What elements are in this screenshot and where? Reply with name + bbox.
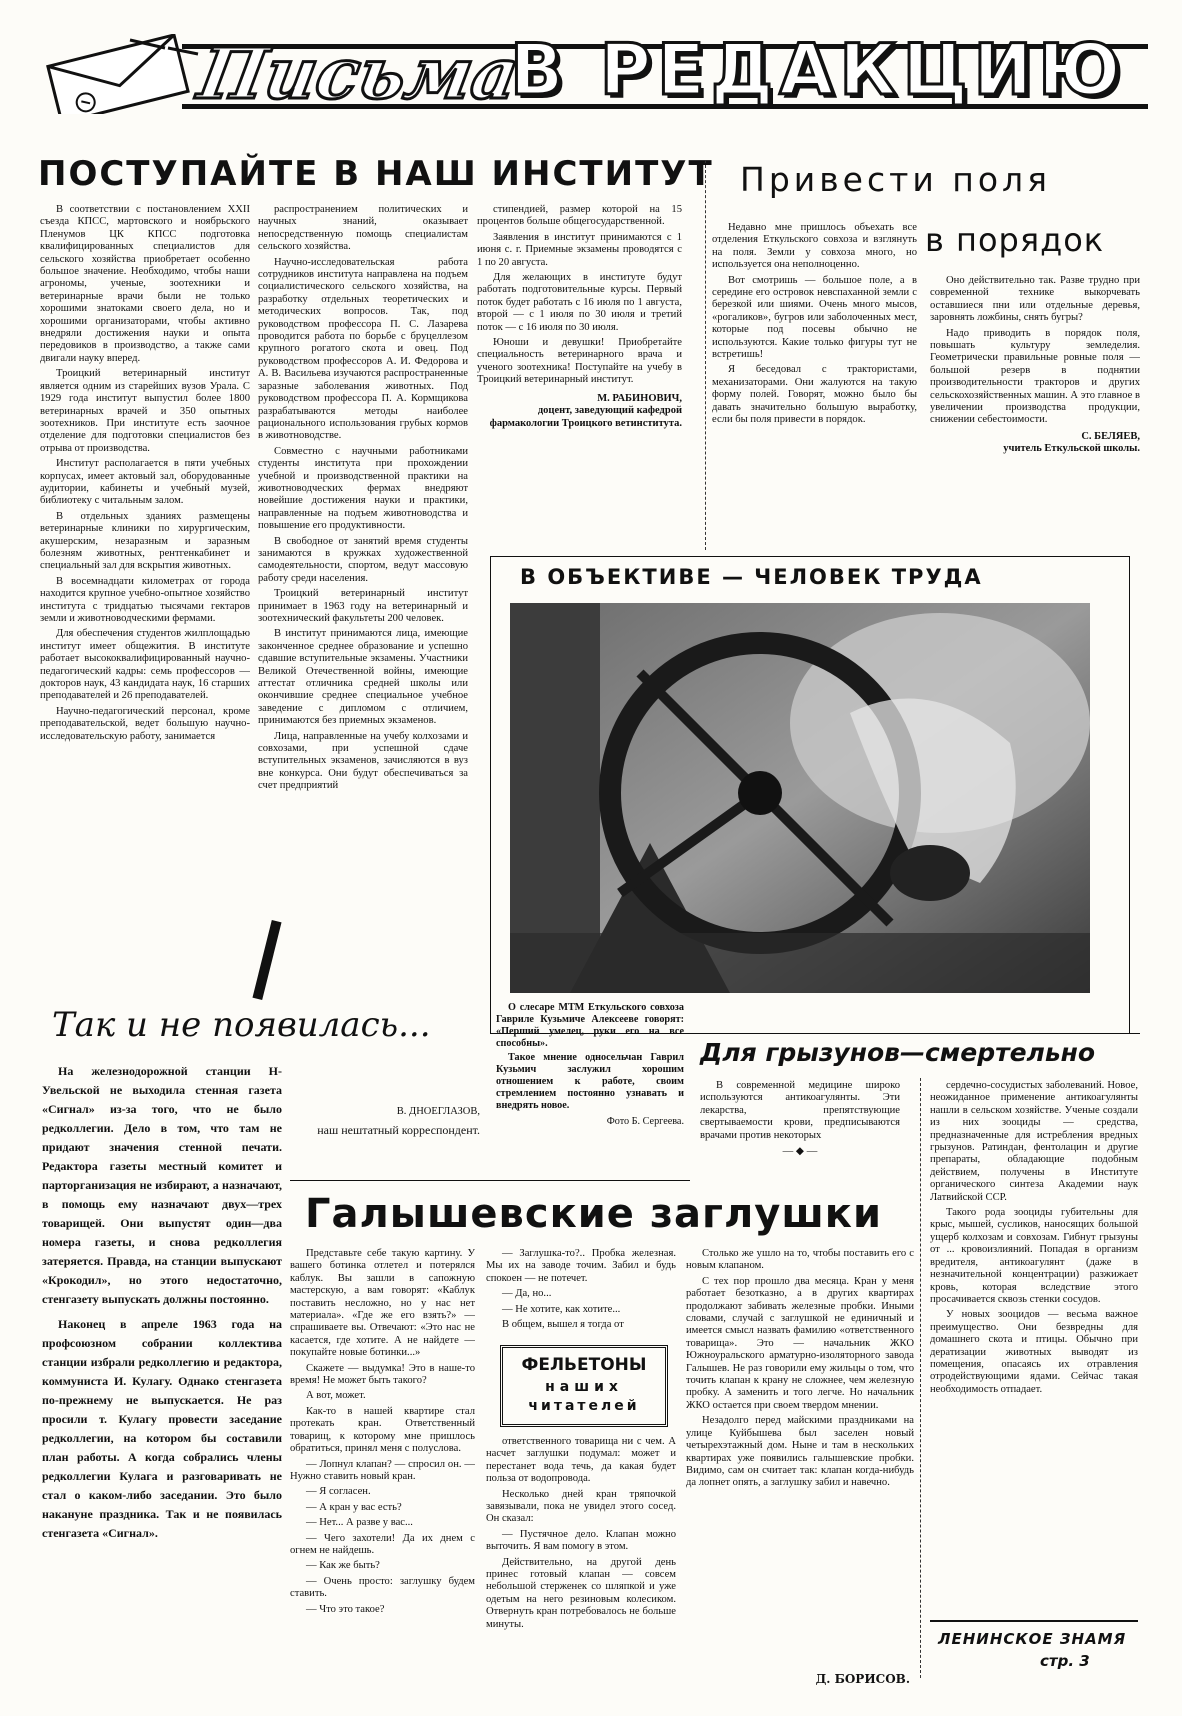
ornament: — ◆ — (782, 1146, 818, 1158)
paragraph: Действительно, на другой день принес готовый клапан — совсем небольшой стерженек со шляпкой и уже одетым на него резиновым колесиком. Отвернуть кран потребовалось не больше минуты. (486, 1556, 676, 1630)
paragraph: Вот смотришь — большое поле, а в середине его островок невспаханной земли с березкой или шиями. Очень много мысов, «рогаликов», бугров или заболоченных мест, которые под посевы обычно не используются. Какие только фигуры тут не встретишь! (712, 274, 917, 361)
plugs-column-3 (686, 1248, 914, 1668)
rodents-headline: Для грызунов—смертельно (700, 1038, 1096, 1067)
paragraph: — Лопнул клапан? — спросил он. — Нужно ставить новый кран. (290, 1458, 475, 1482)
paragraph: В соответствии с постановлением XXII съезда КПСС, мартовского и ноябрьского Пленумов ЦК КПСС подготовка квалифицированных специалистов для сельского хозяйства приобретает особенно большое значение. Необходимо, чтобы наши агрономы, ученые, зоотехники и ветеринарные врачи были не только хорошими знатоками своего дела, но и хорошими организаторами, чтобы активно внедряли достижения науки и опыта передовиков в производство, а также сами двигали науку вперед. (40, 204, 250, 364)
paragraph: Совместно с научными работниками студенты института при прохождении учебной и производственной практики на животноводческих фермах внедряют новейшие достижения науки и практики, направленные на подъем животноводства и повышение его продуктивности. (258, 445, 468, 532)
paragraph: — Чего захотели! Да их днем с огнем не найдешь. (290, 1532, 475, 1556)
paragraph: А вот, может. (306, 1390, 366, 1402)
paragraph: распространением политических и научных знаний, оказывает непосредственную помощь специалистам сельского хозяйства. (258, 204, 468, 253)
paragraph: — Я согласен. (306, 1486, 371, 1498)
paragraph: — Что это такое? (306, 1603, 385, 1615)
paragraph: — А кран у вас есть? (306, 1501, 402, 1513)
masthead (40, 18, 1150, 118)
paragraph: В современной медицине широко используются антикоагулянты. Эти лекарства, препятствующие свертываемости крови, предписываются врачами против некоторых (700, 1080, 900, 1141)
plugs-column-2a (486, 1248, 676, 1330)
paragraph: Несколько дней кран тряпочкой завязывали, пока не увидел этого сосед. Он сказал: (486, 1488, 676, 1525)
photo-caption-1: О слесаре МТМ Еткульского совхоза Гавриле Кузьмиче Алексееве говорят: «Перший умелец, руки его на все способны». (496, 1002, 684, 1049)
paragraph: — Нет... А разве у вас... (306, 1517, 413, 1529)
paragraph: Столько же ушло на то, чтобы поставить его с новым клапаном. (686, 1248, 914, 1272)
paragraph: Заявления в институт принимаются с 1 июня с. г. Приемные экзамены проводятся с 1 по 20 августа. (477, 231, 682, 268)
paragraph: На железнодорожной станции Н-Увельской не выходила стенная газета «Сигнал» из-за того, что не было редколлегии. Дело в том, что там не придают значения стенной печати. Редактора газеты местный комитет и парторганизация не избирают, а назначают, в помощь ему назначают двух—трех товарищей. Они выпустят один—два номера газеты, и снова редколлегия затеряется. Правда, на станции выпускают «Крокодил», но этого недостаточно, стенгазету выпускать должны постоянно. (42, 1064, 282, 1306)
paragraph: стипендией, размер которой на 15 процентов больше общегосударственной. (477, 204, 682, 228)
paragraph: Незадолго перед майскими праздниками на улице Куйбышева был заселен новый четырехэтажный дом. Ныне и там в нескольких квартирах уже появились галышевские пробки. Видимо, сам он считает так: клапан когда-нибудь да лопнет опять, а заглушку забил и навечно. (686, 1415, 914, 1489)
footer-page-number: стр. 3 (1040, 1652, 1090, 1670)
institute-column-1 (40, 204, 250, 974)
paragraph: В восемнадцати километрах от города находится крупное учебно-опытное хозяйство института с тридцатью тысячами гектаров земли и животноводческими фермами. (40, 575, 250, 624)
paragraph: С тех пор прошло два месяца. Кран у меня работает безотказно, а в других квартирах продолжают забивать железные пробки. Иными словами, случай с заглушкой не единичный и имеется смысл назвать фамилию «ответственного товарища». Это — начальник ЖКО Южноуральского арматурно-изоляторного завода Галышев. Не раз говорили ему жильцы о том, что точить клапан к крану не сложнее, чем железную пробку. А заменить и того легче. Но начальник ЖКО остается при своем твердом мнении. (686, 1275, 914, 1411)
plugs-signature: Д. БОРИСОВ. (815, 1672, 910, 1686)
paragraph: — Очень просто: заглушку будем ставить. (290, 1575, 475, 1600)
paragraph: Наконец в апреле 1963 года на профсоюзном собрании коллектива станции избрали редколлегию и редактора, коммуниста И. Кулагу. Однако стенгазета по-прежнему не выпускается. Не раз просили т. Кулагу провести заседание редколлегии, на котором бы составили план работы. А когда собрались члены редколлегии Кулага и разговаривать не стал о каком-либо заседании. Это было накануне праздника. Так и не появилась стенгазета «Сигнал». (42, 1317, 282, 1540)
paragraph: Скажете — выдумка! Это в наше-то время! Не может быть такого? (290, 1362, 475, 1387)
fields-signature-name: С. БЕЛЯЕВ, (1081, 430, 1140, 442)
paragraph: сердечно-сосудистых заболеваний. Новое, неожиданное применение антикоагулянты нашли в сельском хозяйстве. Ученые создали из них зооциды — средства, предназначенные для истребления вредных грызунов. Ратиндан, фентолацин и другие препараты, обладающие подобным действием, получены в Институте органического синтеза Академии наук Латвийской ССР. (930, 1080, 1138, 1203)
rodents-rule (695, 1033, 1140, 1034)
paragraph: Как-то в нашей квартире стал протекать кран. Ответственный товарищ, к которому мне пришлось обратиться, принял меня с полуслова. (290, 1405, 475, 1455)
paragraph: В общем, вышел я тогда от (502, 1319, 624, 1330)
paragraph: — Заглушка-то?.. Пробка железная. Мы их на заводе точим. Забил и будь спокоен — не потечет. (486, 1248, 676, 1284)
institute-signature-name: М. РАБИНОВИЧ, (597, 392, 682, 404)
fields-column-2 (930, 275, 1140, 545)
feuilleton-box-line3: читателей (528, 1398, 640, 1414)
fields-headline-1: Привести поля (740, 160, 1051, 199)
feuilleton-box-line1: ФЕЛЬЕТОНЫ (521, 1355, 647, 1375)
paragraph: У новых зооцидов — весьма важное преимущество. Они безвредны для домашнего скота и птицы. Обычно при дератизации животных выводят из помещения, опасаясь их отравления отродействующими ядами. Сейчас такая необходимость отпадает. (930, 1309, 1138, 1395)
paragraph: В отдельных зданиях размещены ветеринарные клиники по хирургическим, акушерским, незаразным и заразным болезням животных, рентгенкабинет и специальный зал для вскрытия животных. (40, 510, 250, 572)
paragraph: — Пустячное дело. Клапан можно выточить. Я вам помогу в этом. (486, 1528, 676, 1553)
paragraph: Для обеспечения студентов жилплощадью институт имеет общежития. В институте работает высококвалифицированный научно-педагогический кадры: семь профессоров — докторов наук, 43 кандидата наук, 16 старших преподавателей и 26 преподавателей. (40, 628, 250, 702)
paragraph: Такого рода зооциды губительны для крыс, мышей, сусликов, наносящих большой ущерб колхозам и совхозам. Гибнут грызуны от ... кровоизлияний. Попадая в организм вредителя, антикоагулянт (даже в незначительной концентрации) разжижает кровь, которая вследствие этого просачивается сквозь стенки сосудов. (930, 1207, 1138, 1305)
paragraph: Лица, направленные на учебу колхозами и совхозами, при успешной сдаче вступительных экзаменов, зачисляются в вуз вне конкурса. Они будут обеспечиваться за счет предприятий (258, 730, 468, 792)
paragraph: Научно-исследовательская работа сотрудников института направлена на подъем социалистического сельского хозяйства, на разработку отдельных теоретических и методических вопросов. Так, под руководством профессора П. С. Лазарева проводится работа по борьбе с бруцеллезом крупного рогатого скота и овец. Под руководством профессоров А. И. Федорова и А. В. Васильева изучаются распространенные заразные заболевания животных. Под руководством профессора П. А. Кормщикова разрабатываются методы наиболее рационального использования грубых кормов в животноводстве. (258, 256, 468, 442)
paragraph: В институт принимаются лица, имеющие законченное среднее образование и успешно сдавшие вступительные экзамены. Участники Великой Отечественной войны, имеющие аттестат отличника средней школы или окончившие среднее специальное учебное заведение с дипломом с отличием, принимаются без приемных экзаменов. (258, 628, 468, 727)
paragraph: — Не хотите, как хотите... (502, 1303, 621, 1315)
institute-headline: ПОСТУПАЙТЕ В НАШ ИНСТИТУТ (38, 154, 714, 194)
photo-caption (496, 1002, 684, 1152)
institute-column-3 (477, 204, 682, 544)
column-divider (920, 1078, 921, 1678)
plugs-column-2b (486, 1436, 676, 1688)
footer-rule (930, 1620, 1138, 1622)
institute-column-2 (258, 204, 468, 974)
paragraph: Юноши и девушки! Приобретайте специальность ветеринарного врача и ученого зоотехника! Поступайте на учебу в Троицкий ветеринарный институт. (477, 337, 682, 386)
masthead-editorial-word: В РЕДАКЦИЮ (510, 29, 1127, 111)
never-column-1 (42, 1062, 282, 1687)
paragraph: Для желающих в институте будут работать подготовительные курсы. Первый поток будет работать с 16 июля по 1 августа, второй — с 1 июля по 30 июля и третий поток — с 16 июля по 30 июля. (477, 272, 682, 333)
institute-signature-role: доцент, заведующий кафедрой фармакологии Троицкого ветинститута. (489, 405, 682, 429)
paragraph: — Да, но... (502, 1288, 552, 1300)
masthead-letters-word: Письма (192, 32, 526, 115)
feuilleton-box (500, 1345, 668, 1427)
paragraph: Троицкий ветеринарный институт принимает в 1963 году на ветеринарный и зоотехнический факультеты 200 человек. (258, 588, 468, 624)
column-divider (705, 160, 706, 550)
fields-column-1 (712, 222, 917, 542)
fields-signature-role: учитель Еткульской школы. (1003, 443, 1140, 455)
photo-heading: В ОБЪЕКТИВЕ — ЧЕЛОВЕК ТРУДА (520, 565, 983, 589)
paragraph: Надо приводить в порядок поля, повышать культуру земледелия. Геометрически правильные ровные поля — большой резерв в поднятии производительности тракторов и других сельскохозяйственных машин. А это главное в увеличении производства продукции, снижении себестоимости. (930, 327, 1140, 426)
rodents-column-2 (930, 1080, 1138, 1572)
paragraph: Институт располагается в пяти учебных корпусах, имеет актовый зал, оборудованные аудитории, кабинеты и учебный музей, библиотеку с читальным залом. (40, 458, 250, 507)
paragraph: В свободное от занятий время студенты занимаются в кружках художественной самодеятельности, спортом, ведут массовую работу среди населения. (258, 535, 468, 584)
paragraph: Недавно мне пришлось объехать все отделения Еткульского совхоза и взглянуть на поля. Земли у совхоза много, но используется она неполноценно. (712, 222, 917, 271)
paragraph: Научно-педагогический персонал, кроме преподавательской, ведет большую научно-исследовательскую работу, занимается (40, 705, 250, 742)
never-signature-name: В. ДНОЕГЛАЗОВ, (396, 1106, 480, 1117)
photo-caption-2: Такое мнение односельчан Гаврил Кузьмич заслужил хорошим отношением к работе, своим стремлением постоянно узнавать и внедрять новое. (496, 1052, 684, 1111)
plugs-column-1 (290, 1248, 475, 1688)
rodents-column-1 (700, 1080, 900, 1180)
never-column-2 (290, 1065, 480, 1175)
paragraph: Я беседовал с трактористами, механизаторами. Они жалуются на такую форму полей. Говорят, можно было бы давать значительно большую выработку, если бы поля привести в порядок. (712, 364, 917, 426)
fields-headline-2: в порядок (925, 221, 1105, 259)
paragraph: Троицкий ветеринарный институт является одним из старейших вузов Урала. С 1929 года институт выпустил более 1800 ветеринарных врачей и 350 опытных зоотехников. При институте есть заочное отделение для подготовки специалистов без отрыва от производства. (40, 368, 250, 454)
footer-paper-name: ЛЕНИНСКОЕ ЗНАМЯ (938, 1630, 1127, 1648)
section-rule (290, 1180, 690, 1181)
never-signature-role: наш нештатный корреспондент. (317, 1123, 480, 1137)
feuilleton-box-line2: наших (545, 1379, 623, 1395)
worker-photo (510, 603, 1090, 993)
paragraph: Оно действительно так. Разве трудно при современной технике выкорчевать оставшиеся пни или отдельные деревья, заровнять ложбины, снять бугры? (930, 275, 1140, 324)
plugs-headline: Галышевские заглушки (305, 1191, 882, 1237)
paragraph: ответственного товарища ни с чем. А насчет заглушки подумал: может и перестанет вода течь, да какая будет польза от водопровода. (486, 1436, 676, 1485)
photo-credit: Фото Б. Сергеева. (606, 1116, 684, 1127)
never-headline: Так и не появилась... (52, 1005, 431, 1045)
paragraph: Представьте себе такую картину. У вашего ботинка отлетел и потерялся каблук. Вы зашли в сапожную мастерскую, а вам говорят: «Каблук поставить несложно, но у нас нет материала». «Где же его взять?» — спрашиваете вы. Отвечают: «Это нас не касается, где хотите. А не найдете — покупайте новые ботинки...» (290, 1248, 475, 1359)
paragraph: — Как же быть? (306, 1560, 380, 1572)
